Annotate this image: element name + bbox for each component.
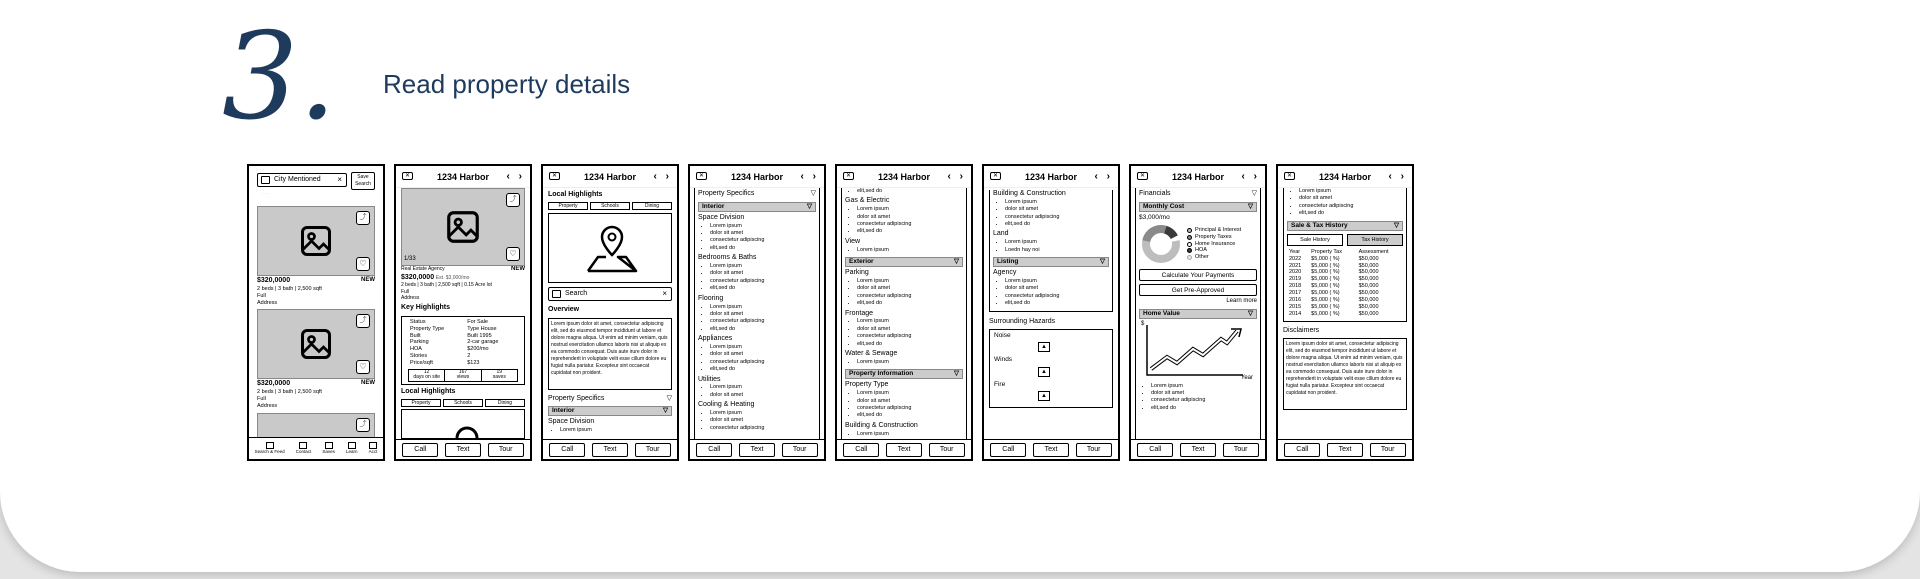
y-axis-label: $: [1141, 320, 1145, 327]
hazard-label: Fire: [994, 380, 1006, 388]
map-search-input[interactable]: Search ×: [548, 287, 672, 301]
sale-tax-section-header[interactable]: Sale & Tax History ▽: [1287, 221, 1403, 231]
table-row: 2021 $5,000 ( %) $50,000: [1289, 262, 1379, 269]
chevron-down-icon: ▽: [663, 407, 668, 415]
phone-screen-exterior: ✕ 1234 Harbor ‹ › • elit,sed do Gas & Electric • Lorem ipsum • dolor sit amet • consectetur adipiscing • elit,sed do View • Lorem ipsum Exterior ▽ Parking • Lorem ipsum • dolor sit amet • consectetur adipiscing • elit,sed do Frontage • Lorem ipsum • dolor sit amet • consectetur adipiscing • elit,sed do Water & Sewage • Lorem ipsum Property Information ▽ Property Type • Lorem ipsum • dolor sit amet • consectetur adipiscing • elit,sed do Building & Construction • Lorem ipsum Call Text Tour: [835, 164, 973, 461]
call-button[interactable]: Call: [1137, 443, 1173, 457]
property-meta: 2 beds | 3 bath | 2,500 sqft | 0.15 Acre lot: [401, 282, 492, 289]
page-title: 1234 Harbor: [436, 172, 490, 182]
prev-next-arrows[interactable]: ‹ ›: [947, 171, 966, 182]
call-button[interactable]: Call: [1284, 443, 1320, 457]
listing-status: Full: [257, 292, 266, 299]
image-icon: ▲: [1038, 391, 1050, 401]
tab-dining[interactable]: Dining: [485, 399, 525, 407]
listing-badge: NEW: [361, 277, 375, 283]
group-title: View: [845, 237, 861, 245]
table-row: 2015 $5,000 ( %) $50,000: [1289, 303, 1379, 310]
tab-schools[interactable]: Schools: [443, 399, 483, 407]
map-pin-icon: [402, 410, 524, 438]
chevron-down-icon[interactable]: ▽: [1251, 190, 1257, 197]
call-button[interactable]: Call: [696, 443, 732, 457]
group-title: Land: [993, 230, 1009, 238]
back-icon[interactable]: ✕: [696, 172, 707, 180]
heart-icon[interactable]: ♡: [356, 257, 370, 271]
map-pin-icon: [582, 223, 642, 275]
heart-icon[interactable]: ♡: [506, 247, 520, 261]
prev-next-arrows[interactable]: ‹ ›: [506, 171, 525, 182]
back-icon[interactable]: ✕: [843, 172, 854, 180]
tab-property[interactable]: Property: [548, 202, 588, 210]
group-title: Water & Sewage: [845, 350, 898, 358]
hazard-label: Winds: [994, 356, 1013, 364]
exterior-section-header[interactable]: Exterior ▽: [845, 257, 963, 267]
filter-hints: ···· ···: [261, 191, 269, 195]
group-title: Building & Construction: [993, 190, 1066, 197]
nav-search-feed[interactable]: Search & Feed: [255, 442, 285, 455]
group-title: Property Type: [845, 381, 889, 389]
share-icon[interactable]: ⤴: [356, 211, 370, 225]
group-title: Bedrooms & Baths: [698, 254, 757, 262]
estimate: Est. $3,000/mo: [435, 274, 470, 281]
hazard-label: Noise: [994, 332, 1011, 340]
phone-screen-search-feed: [247, 164, 385, 461]
listing-section-header[interactable]: Listing ▽: [993, 257, 1109, 267]
tax-history-table: Year Property Tax Assessment 2022 $5,000 ( %) $50,000 2021 $5,000 ( %) $50,000 2020 $5,000 ( %) $50,000 2019 $5,000 ( %) $50,000 2018 $5,000 ( %) $50,000 2017 $5,000 ( %) $50,000 2016 $5,000 ( %) $50,000 2015 $5,000 ( %) $50,000 2014 $5,000 ( %) $50,000: [1287, 249, 1403, 318]
bottom-nav: [249, 437, 383, 459]
group-title: Frontage: [845, 309, 874, 317]
tab-property[interactable]: Property: [401, 399, 441, 407]
call-button[interactable]: Call: [402, 443, 438, 457]
listing-price: $320,0000: [257, 380, 291, 388]
specifics-title: Property Specifics: [548, 394, 605, 402]
hazards-title: Surrounding Hazards: [989, 317, 1056, 325]
back-icon[interactable]: ✕: [1137, 172, 1148, 180]
monthly-cost-section-header[interactable]: Monthly Cost ▽: [1139, 202, 1257, 212]
group-title: Space Division: [548, 418, 595, 426]
property-status: Full: [401, 288, 410, 295]
nav-saves[interactable]: Saves: [322, 442, 335, 455]
legend-dot: [1187, 255, 1192, 260]
legend-dot: [1187, 228, 1192, 233]
phone-screen-hazards: ✕ 1234 Harbor ‹ › Building & Construction • Lorem ipsum • dolor sit amet • consectetur adipiscing • elit,sed do Land • Lorem ipsum • Loedn hay noi Listing ▽ Agency • Lorem ipsum • dolor sit amet • consectetur adipiscing • elit,sed do Surrounding Hazards Noise ▲ Winds ▲ Fire ▲ Call Text Tour: [982, 164, 1120, 461]
agency-name: Real Estate Agency: [401, 266, 445, 272]
phone-screen-overview: ✕ 1234 Harbor ‹ › Local Highlights Property Schools Dining Search × Overview Lorem ipsum dolor sit amet, consectetur adipiscing elit, sed do eiusmod tempor incididunt ut labore et dolore magna aliqua. Ut enim ad minim veniam, quis nostrud exercitation ullamco laboris nisi ut aliquip ex ea commodo consequat. Duis aute irure dolor in reprehenderit in voluptate velit esse cillum dolore eu fugiat nulla pariatur. Excepteur sint occaecat cupidatat non proident. Property Specifics ▽ Interior ▽ Space Division • Lorem ipsum Call Text Tour: [541, 164, 679, 461]
chevron-down-icon[interactable]: ▽: [666, 394, 672, 402]
tab-tax-history[interactable]: Tax History: [1347, 234, 1403, 246]
map-preview[interactable]: [401, 409, 525, 439]
get-preapproved-button[interactable]: Get Pre-Approved: [1139, 284, 1257, 296]
call-button[interactable]: Call: [843, 443, 879, 457]
legend-dot: [1187, 248, 1192, 253]
text-button[interactable]: Text: [886, 443, 922, 457]
table-row: 2017 $5,000 ( %) $50,000: [1289, 290, 1379, 297]
listing-photo[interactable]: [257, 206, 375, 276]
calculate-payments-button[interactable]: Calculate Your Payments: [1139, 269, 1257, 281]
listing-price: $320,0000: [257, 277, 291, 284]
table-row: 2016 $5,000 ( %) $50,000: [1289, 296, 1379, 303]
local-highlights-title: Local Highlights: [401, 387, 456, 395]
key-highlights-table: Status For Sale Property Type Type House Built Built 1995 Parking 2-car garage HOA $200/mo Stories 2 Price/sqft $123 12 days on site 167 views 19 saves: [401, 316, 525, 385]
specifics-title: Property Specifics: [698, 190, 755, 197]
nav-learn[interactable]: Learn: [346, 442, 358, 455]
prev-next-arrows[interactable]: ‹ ›: [1388, 171, 1407, 182]
legend-dot: [1187, 235, 1192, 240]
x-axis-label: Year: [1240, 375, 1253, 382]
home-value-section-header[interactable]: Home Value ▽: [1139, 309, 1257, 319]
group-title: Parking: [845, 269, 869, 277]
listing-meta: 2 beds | 3 bath | 2,500 sqft: [257, 389, 322, 396]
group-title: Agency: [993, 269, 1017, 277]
chevron-down-icon: ▽: [1394, 221, 1399, 229]
share-icon[interactable]: ⤴: [506, 193, 520, 207]
tour-button[interactable]: Tour: [782, 443, 818, 457]
table-row: 2020 $5,000 ( %) $50,000: [1289, 269, 1379, 276]
nav-acct[interactable]: Acct: [369, 442, 378, 455]
home-value-chart: [1139, 321, 1257, 383]
phone-screen-detail: [394, 164, 532, 461]
tour-button[interactable]: Tour: [635, 443, 671, 457]
clear-icon[interactable]: ×: [662, 288, 667, 298]
call-button[interactable]: Call: [549, 443, 585, 457]
image-icon: [298, 326, 334, 362]
back-icon[interactable]: ✕: [549, 172, 560, 180]
prev-next-arrows[interactable]: ‹ ›: [1094, 171, 1113, 182]
chevron-down-icon[interactable]: ▽: [810, 190, 816, 197]
trend-line: [1139, 321, 1249, 381]
listing-address: Address: [257, 402, 278, 409]
nav-icon: [299, 442, 307, 449]
property-photo[interactable]: [401, 188, 525, 266]
price: $320,0000: [401, 273, 435, 281]
group-title: Space Division: [698, 213, 745, 221]
key-highlights-title: Key Highlights: [401, 304, 451, 311]
phone-screen-tax-history: ✕ 1234 Harbor ‹ › • Lorem ipsum • dolor sit amet • consectetur adipiscing • elit,sed do Sale & Tax History ▽ Sale History Tax History Year Property Tax Assessment 2022 $5,000 ( %) $50,000 2021 $5,000 ( %) $50,000 2020 $5,000 ( %) $50,000 2019 $5,000 ( %) $50,000 2018 $5,000 ( %) $50,000 2017 $5,000 ( %) $50,000 2016 $5,000 ( %) $50,000 2015 $5,000 ( %) $50,000 2014 $5,000 ( %) $50,000 Disclaimers Lorem ipsum dolor sit amet, consectetur adipiscing elit, sed do eiusmod tempor incididunt ut labore et dolore magna aliqua. Ut enim ad minim veniam, quis nostrud exercitation ullamco laboris nisi ut aliquip ex ea commodo consequat. Duis aute irure dolor in reprehenderit in voluptate velit esse cillum dolore eu fugiat nulla pariatur. Excepteur sint occaecat cupidatat non proident. Call Text Tour: [1276, 164, 1414, 461]
legend-dot: [1187, 242, 1192, 247]
listing-badge: NEW: [511, 266, 525, 272]
chevron-down-icon: ▽: [1248, 202, 1253, 210]
nav-contact[interactable]: Contact: [296, 442, 312, 455]
back-icon[interactable]: ✕: [990, 172, 1001, 180]
listing-badge: NEW: [361, 380, 375, 387]
heart-icon[interactable]: ♡: [356, 360, 370, 374]
phone-screen-interior: ✕ 1234 Harbor ‹ › Property Specifics ▽ Interior ▽ Space Division • Lorem ipsum • dolor sit amet • consectetur adipiscing • elit,sed do Bedrooms & Baths • Lorem ipsum • dolor sit amet • consectetur adipiscing • elit,sed do Flooring • Lorem ipsum • dolor sit amet • consectetur adipiscing • elit,sed do Appliances • Lorem ipsum • dolor sit amet • consectetur adipiscing • elit,sed do Utilities • Lorem ipsum • dolor sit amet Cooling & Heating • Lorem ipsum • dolor sit amet • consectetur adipiscing Call Text Tour: [688, 164, 826, 461]
listing-status: Full: [257, 396, 266, 402]
table-row: 2018 $5,000 ( %) $50,000: [1289, 283, 1379, 290]
search-input[interactable]: [257, 173, 347, 187]
nav-icon: [369, 442, 377, 449]
prev-next-arrows[interactable]: ‹ ›: [800, 171, 819, 182]
group-title: Utilities: [698, 375, 721, 383]
listing-address: Address: [257, 299, 278, 306]
chevron-down-icon: ▽: [1100, 258, 1105, 266]
listing-photo[interactable]: [257, 309, 375, 379]
text-button[interactable]: Text: [592, 443, 628, 457]
monthly-amount: $3,000/mo: [1139, 213, 1170, 221]
nav-icon: [348, 442, 356, 449]
overview-text: Lorem ipsum dolor sit amet, consectetur adipiscing elit, sed do eiusmod tempor incididunt ut labore et dolore magna aliqua. Ut enim ad minim veniam, quis nostrud exercitation ullamco laboris nisi ut aliquip ex ea commodo consequat. Duis aute irure dolor in reprehenderit in voluptate velit esse cillum dolore eu fugiat nulla pariatur. Excepteur sint occaecat cupidatat non proident.: [548, 318, 672, 390]
listing-meta: 2 beds | 3 bath | 2,500 sqft: [257, 285, 322, 292]
hazards-box: [989, 329, 1113, 407]
property-info-section-header[interactable]: Property Information ▽: [845, 369, 963, 379]
local-highlights-title: Local Highlights: [548, 191, 603, 198]
listing-stats: 12 days on site 167 views 19 saves: [408, 369, 518, 382]
text-button[interactable]: Text: [1327, 443, 1363, 457]
clear-icon[interactable]: ×: [337, 175, 342, 184]
tab-dining[interactable]: Dining: [632, 202, 672, 210]
prev-next-arrows[interactable]: ‹ ›: [1241, 171, 1260, 182]
tab-schools[interactable]: Schools: [590, 202, 630, 210]
image-icon: ▲: [1038, 342, 1050, 352]
chevron-down-icon: ▽: [1248, 309, 1253, 317]
group-title: Appliances: [698, 335, 733, 343]
group-title: Flooring: [698, 294, 724, 302]
nav-icon: [325, 442, 333, 449]
text-button[interactable]: Text: [445, 443, 481, 457]
share-icon[interactable]: ⤴: [356, 418, 370, 432]
page-title: 1234 Harbor: [1171, 172, 1225, 182]
image-icon: [298, 223, 334, 259]
image-icon: ▲: [1038, 367, 1050, 377]
learn-more-link[interactable]: Learn more: [1226, 298, 1257, 304]
photo-counter: 1/33: [404, 255, 416, 262]
phone-screen-financials: ✕ 1234 Harbor ‹ › Financials ▽ Monthly Cost ▽ $3,000/mo Principal & Interest Property Taxes Home Insurance HOA Other Calculate Your Payments Get Pre-Approved Learn more Home Value ▽ $ Year • Lorem ipsum • dolor sit amet • consectetur adipiscing • elit,sed do Call Text Tour: [1129, 164, 1267, 461]
nav-icon: [266, 442, 274, 449]
group-title: Cooling & Heating: [698, 401, 755, 409]
text-button[interactable]: Text: [739, 443, 775, 457]
interior-section-header[interactable]: Interior ▽: [548, 406, 672, 416]
map-view[interactable]: [548, 213, 672, 283]
search-icon: [552, 290, 561, 298]
group-title: Gas & Electric: [845, 197, 890, 205]
chevron-down-icon: ▽: [954, 258, 959, 266]
chevron-down-icon: ▽: [807, 202, 812, 210]
tour-button[interactable]: Tour: [1076, 443, 1112, 457]
search-icon: [261, 176, 270, 184]
disclaimers-title: Disclaimers: [1283, 326, 1320, 334]
group-title: Building & Construction: [845, 421, 918, 429]
back-icon[interactable]: ✕: [1284, 172, 1295, 180]
tour-button[interactable]: Tour: [1223, 443, 1259, 457]
section-title: Read property details: [383, 69, 631, 99]
chevron-down-icon: ▽: [954, 370, 959, 378]
property-address: Address: [401, 294, 420, 301]
back-icon[interactable]: ✕: [402, 172, 413, 180]
share-icon[interactable]: ⤴: [356, 314, 370, 328]
save-search-button[interactable]: Save Search: [351, 172, 375, 190]
disclaimer-text: Lorem ipsum dolor sit amet, consectetur adipiscing elit, sed do eiusmod tempor incididunt ut labore et dolore magna aliqua. Ut enim ad minim veniam, quis nostrud exercitation ullamco laboris nisi ut aliquip ex ea commodo consequat. Duis aute irure dolor in reprehenderit in voluptate velit esse cillum dolore eu fugiat nulla pariatur. Excepteur sint occaecat cupidatat non proident.: [1283, 338, 1407, 410]
call-button[interactable]: Call: [990, 443, 1026, 457]
prev-next-arrows[interactable]: ‹ ›: [653, 171, 672, 182]
text-button[interactable]: Text: [1180, 443, 1216, 457]
table-row: 2014 $5,000 ( %) $50,000: [1289, 310, 1379, 317]
tour-button[interactable]: Tour: [929, 443, 965, 457]
donut-legend: Principal & Interest Property Taxes Home Insurance HOA Other: [1187, 227, 1241, 261]
financials-title: Financials: [1139, 190, 1171, 197]
tour-button[interactable]: Tour: [1370, 443, 1406, 457]
page-title: 1234 Harbor: [1024, 172, 1078, 182]
page-title: 1234 Harbor: [730, 172, 784, 182]
interior-section-header[interactable]: Interior ▽: [698, 202, 816, 212]
table-row: 2022 $5,000 ( %) $50,000: [1289, 255, 1379, 262]
page-title: 1234 Harbor: [583, 172, 637, 182]
overview-title: Overview: [548, 305, 580, 313]
page-title: 1234 Harbor: [877, 172, 931, 182]
tab-sale-history[interactable]: Sale History: [1287, 234, 1343, 246]
step-number: 3.: [222, 8, 337, 147]
tour-button[interactable]: Tour: [488, 443, 524, 457]
text-button[interactable]: Text: [1033, 443, 1069, 457]
search-text: City Mentioned: [274, 176, 321, 183]
table-row: 2019 $5,000 ( %) $50,000: [1289, 276, 1379, 283]
page-title: 1234 Harbor: [1318, 172, 1372, 182]
image-icon: [444, 208, 482, 246]
monthly-cost-donut: [1139, 222, 1183, 266]
